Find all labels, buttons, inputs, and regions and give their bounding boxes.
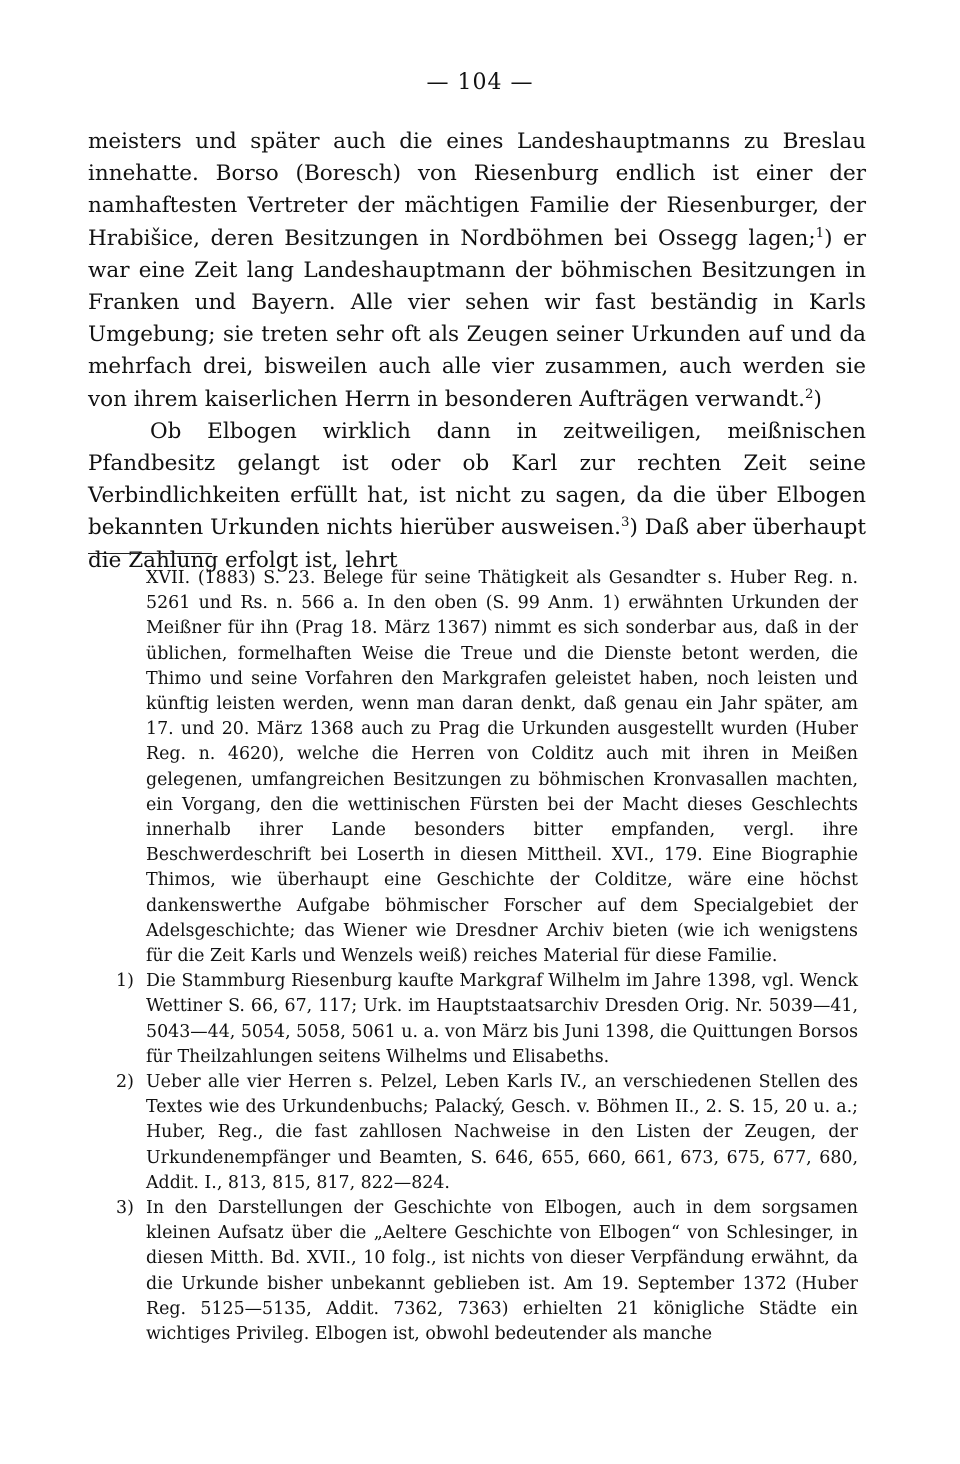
footnote-1 (116, 969, 858, 1070)
footnote-1-text: Die Stammburg Riesenburg kaufte Markgraf Wilhelm im Jahre 1398, vgl. Wenck Wettiner S. 66, 67, 117; Urk. im Hauptstaatsarchiv Dresden Orig. Nr. 5039—41, 5043—44, 5054, 5058, 5061 u. a. von März bis Juni 1398, die Quittungen Borsos für Theilzahlungen seitens Wilhelms und Elisabeths. (146, 971, 858, 1067)
footnote-continuation: XVII. (1883) S. 23. Belege für seine Thätigkeit als Gesandter s. Huber Reg. n. 5261 und Rs. n. 566 a. In den oben (S. 99 Anm. 1) erwähnten Urkunden der Meißner für ihn (Prag 18. März 1367) nimmt es sich sonderbar aus, daß in der üblichen, formelhaften Weise die Treue und die Dienste betont werden, die Thimo und seine Vorfahren den Markgrafen geleistet haben, noch leisten und künftig leisten werden, wenn man daran denkt, daß genau ein Jahr später, am 17. und 20. März 1368 auch zu Prag die Urkunden ausgestellt wurden (Huber Reg. n. 4620), welche die Herren von Colditz auch mit ihren in Meißen gelegenen, umfangreichen Besitzungen zu böhmischen Kronvasallen machten, ein Vorgang, den die wettinischen Fürsten bei der Macht dieses Geschlechts innerhalb ihrer Lande besonders bitter empfanden, vergl. ihre Beschwerdeschrift bei Loserth in diesen Mittheil. XVI., 179. Eine Biographie Thimos, wie überhaupt eine Geschichte der Colditze, wäre eine höchst dankenswerthe Aufgabe böhmischer Forscher auf dem Specialgebiet der Adelsgeschichte; das Wiener wie Dresdner Archiv bieten (wie ich wenigstens für die Zeit Karls und Wenzels weiß) reiches Material für diese Familie. (146, 568, 858, 967)
paragraph-1-text-b: ) er war eine Zeit lang Landeshauptmann der böhmischen Besitzungen in Franken und Bayern. Alle vier sehen wir fast beständig in Karls Umgebung; sie treten sehr oft als Zeugen seiner Urkunden auf und da mehrfach drei, bisweilen auch alle vier zusammen, auch werden sie von ihrem kaiserlichen Herrn in besonderen Aufträgen verwandt. (88, 225, 866, 412)
paragraph-2-text-a: Ob Elbogen wirklich dann in zeitweiligen, meißnischen Pfandbesitz gelangt ist oder ob Karl zur rechten Zeit seine Verbindlichkeiten erfüllt hat, ist nicht zu sagen, da die über Elbogen bekannten Urkunden nichts hierüber ausweisen. (88, 418, 866, 541)
paragraph-1-text-a: meisters und später auch die eines Landeshauptmanns zu Breslau innehatte. Borso (Boresch) von Riesenburg endlich ist einer der namhaftesten Vertreter der mächtigen Familie der Riesenburger, der Hrabišice, deren Besitzungen in Nordböhmen bei Ossegg lagen; (88, 129, 866, 251)
footnote-3-number: 3) (116, 1198, 134, 1219)
footnote-2-number: 2) (116, 1072, 134, 1093)
paragraph-2-text-b: ) Daß aber überhaupt die Zahlung erfolgt ist, lehrt (88, 515, 866, 573)
footnote-2 (116, 1070, 858, 1196)
footnote-3-text: In den Darstellungen der Geschichte von Elbogen, auch in dem sorgsamen kleinen Aufsatz über die „Aeltere Geschichte von Elbogen“ von Schlesinger, in diesen Mitth. Bd. XVII., 10 folg., ist nichts von dieser Verpfändung erwähnt, da die Urkunde bisher unbekannt geblieben ist. Am 19. September 1372 (Huber Reg. 5125—5135, Addit. 7362, 7363) erhielten 21 königliche Städte ein wichtiges Privileg. Elbogen ist, obwohl bedeutender als manche (146, 1198, 858, 1345)
page-number: — 104 — (426, 70, 534, 95)
footnote-ref-2: 2 (804, 386, 814, 402)
footnote-separator (88, 553, 212, 554)
footnote-3 (116, 1196, 858, 1347)
footnotes (116, 566, 858, 1347)
paragraph-1-text-c: ) (813, 386, 822, 412)
body-paragraph-1 (88, 126, 866, 416)
main-text (88, 126, 866, 577)
footnote-1-number: 1) (116, 971, 134, 992)
footnote-ref-3: 3 (620, 515, 630, 531)
footnote-2-text: Ueber alle vier Herren s. Pelzel, Leben Karls IV., an verschiedenen Stellen des Textes wie des Urkundenbuchs; Palacký, Gesch. v. Böhmen II., 2. S. 15, 20 u. a.; Huber, Reg., die fast zahllosen Nachweise in den Listen der Zeugen, der Urkundenempfänger und Beamten, S. 646, 655, 660, 661, 673, 675, 677, 680, Addit. I., 813, 815, 817, 822—824. (146, 1072, 858, 1193)
footnote-ref-1: 1 (815, 225, 825, 241)
